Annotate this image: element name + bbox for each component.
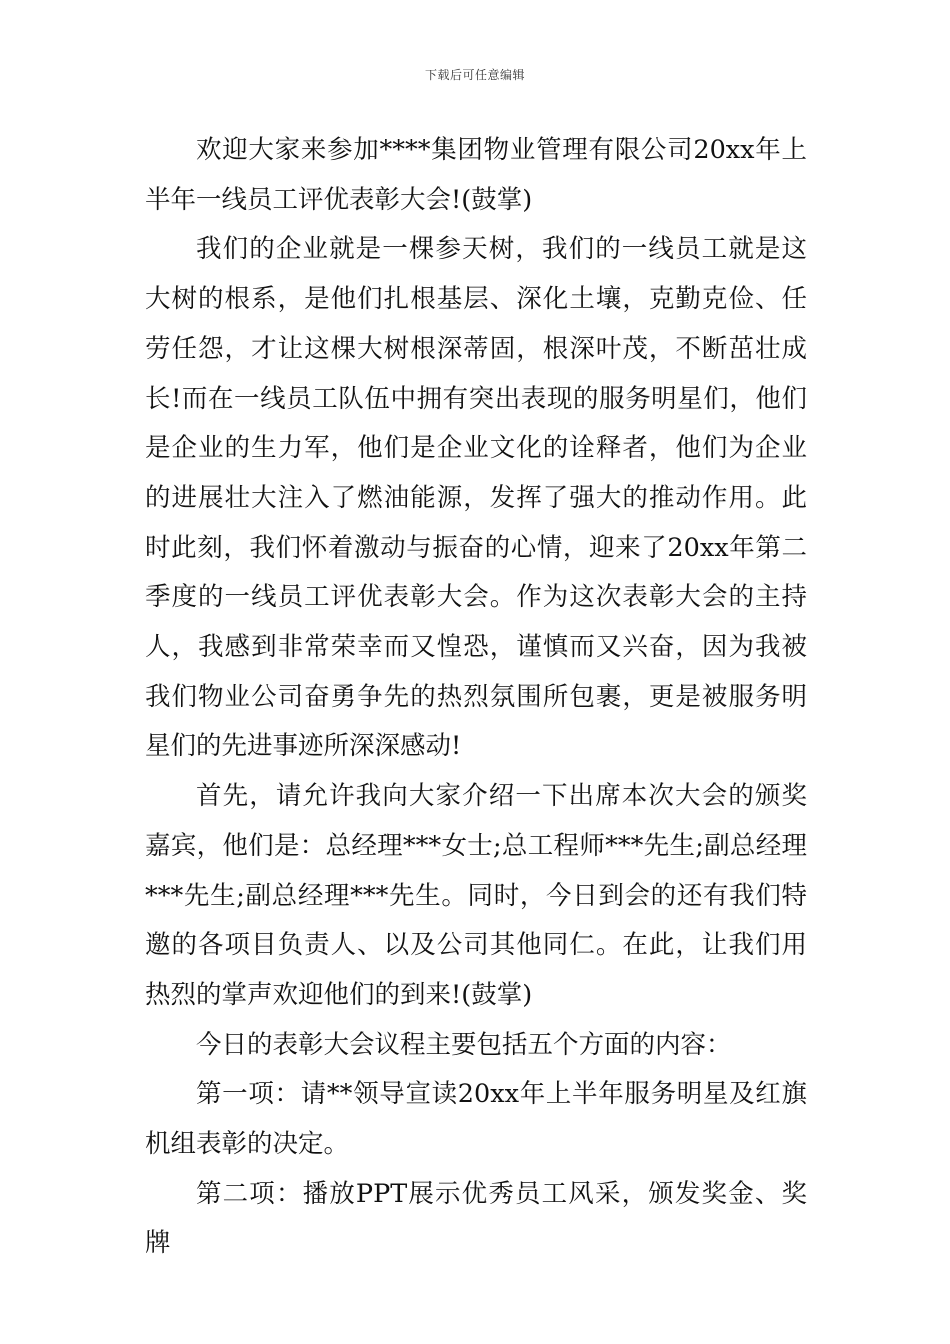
paragraph-agenda-item-1: 第一项：请**领导宣读20xx年上半年服务明星及红旗机组表彰的决定。 <box>145 1079 807 1160</box>
paragraph-welcome: 欢迎大家来参加****集团物业管理有限公司20xx年上半年一线员工评优表彰大会!(鼓掌) <box>145 135 807 215</box>
paragraph-agenda-intro: 今日的表彰大会议程主要包括五个方面的内容： <box>196 1029 732 1060</box>
document-body <box>145 126 807 1269</box>
paragraph-agenda-item-2: 第二项：播放PPT展示优秀员工风采，颁发奖金、奖牌 <box>145 1178 807 1259</box>
download-note: 下载后可任意编辑 <box>424 68 525 82</box>
paragraph-enterprise-tree: 我们的企业就是一棵参天树，我们的一线员工就是这大树的根系，是他们扎根基层、深化土壤，克勤克俭、任劳任怨，才让这棵大树根深蒂固，根深叶茂，不断茁壮成长!而在一线员工队伍中拥有突出表现的服务明星们，他们是企业的生力军，他们是企业文化的诠释者，他们为企业的进展壮大注入了燃油能源，发挥了强大的推动作用。此时此刻，我们怀着激动与振奋的心情，迎来了20xx年第二季度的一线员工评优表彰大会。作为这次表彰大会的主持人，我感到非常荣幸而又惶恐，谨慎而又兴奋，因为我被我们物业公司奋勇争先的热烈氛围所包裹，更是被服务明星们的先进事迹所深深感动! <box>145 234 807 762</box>
paragraph-guest-introduction: 首先，请允许我向大家介绍一下出席本次大会的颁奖嘉宾，他们是：总经理***女士;总工程师***先生;副总经理***先生;副总经理***先生。同时，今日到会的还有我们特邀的各项目负责人、以及公司其他同仁。在此，让我们用热烈的掌声欢迎他们的到来!(鼓掌) <box>145 781 807 1010</box>
